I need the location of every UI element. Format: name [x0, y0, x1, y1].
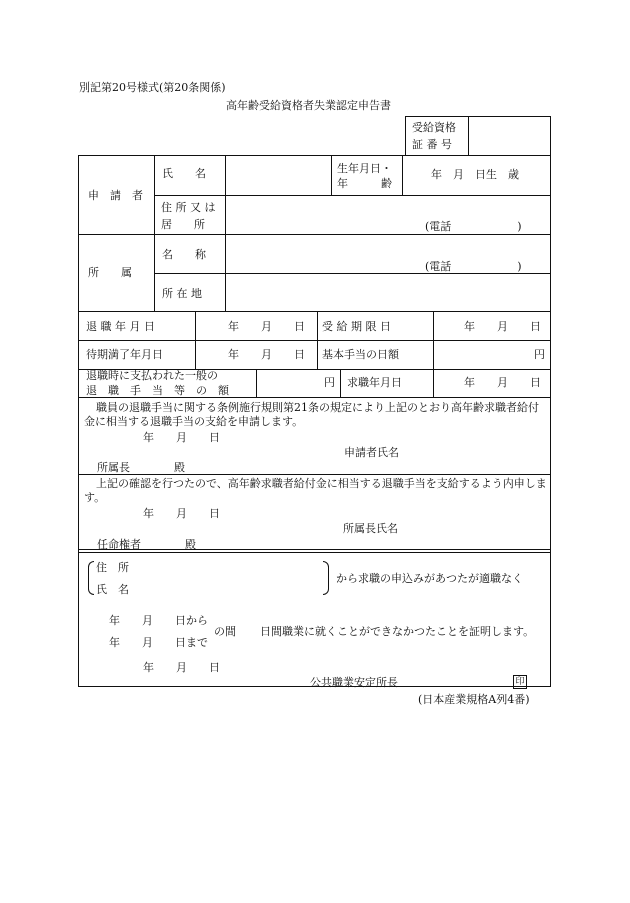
- job-search-divider: [433, 369, 434, 397]
- affiliation-section-label: 所 属: [88, 266, 132, 279]
- birth-label-right-divider: [402, 155, 403, 195]
- benefit-deadline-field[interactable]: 年 月 日: [464, 320, 541, 333]
- affiliation-section-bottom: [78, 311, 551, 312]
- application-section-bottom: [78, 474, 551, 475]
- job-application-text: から求職の申込みがあつたが適職なく: [336, 572, 523, 585]
- severance-label-line2: 退 職 手 当 等 の 額: [86, 384, 229, 397]
- seal-mark: 印: [513, 675, 527, 689]
- certificate-number-divider: [468, 116, 469, 156]
- birth-label-line1: 生年月日・: [337, 162, 392, 175]
- retirement-date-field[interactable]: 年 月 日: [228, 320, 305, 333]
- address-label-line2: 居 所: [161, 218, 205, 231]
- applicant-section-label: 申 請 者: [88, 189, 143, 202]
- severance-row-bottom: [78, 397, 551, 398]
- section-label-divider: [154, 155, 155, 311]
- confirmation-statement: 上記の確認を行つたので、高年齢求職者給付金に相当する退職手当を支給するよう内申します。: [84, 477, 547, 504]
- retirement-date-label: 退 職 年 月 日: [86, 320, 155, 333]
- birth-label-left-divider: [331, 155, 332, 195]
- form-reference: 別記第20号様式(第20条関係): [79, 81, 226, 94]
- confirmation-section-bottom-line2: [78, 552, 551, 553]
- confirmation-addressee: 任命権者 殿: [97, 538, 196, 551]
- head-signature-label: 所属長氏名: [343, 522, 398, 535]
- severance-amount-divider: [340, 369, 341, 397]
- severance-label-line1: 退職時に支払われた一般の: [86, 369, 218, 382]
- confirmation-date: 年 月 日: [143, 507, 220, 520]
- location-label: 所 在 地: [162, 287, 202, 300]
- certificate-number-label-line2: 証 番 号: [412, 138, 452, 151]
- basic-daily-allowance-unit: 円: [534, 348, 545, 361]
- employment-office-head-label: 公共職業安定所長: [310, 676, 398, 689]
- paper-standard-note: (日本産業規格A列4番): [418, 693, 530, 706]
- certification-name-label: 氏 名: [96, 583, 129, 596]
- address-label-line1: 住 所 又 は: [161, 201, 216, 214]
- applicant-signature-label: 申請者氏名: [344, 446, 399, 459]
- birth-label-line2: 年 齢: [337, 177, 392, 190]
- application-date: 年 月 日: [143, 431, 220, 444]
- period-to-label: 年 月 日まで: [109, 636, 208, 649]
- applicant-row-divider: [154, 195, 551, 196]
- basic-daily-allowance-label: 基本手当の日額: [322, 348, 399, 361]
- job-search-date-label: 求職年月日: [347, 376, 402, 389]
- severance-amount-unit: 円: [324, 376, 335, 389]
- applicant-section-bottom: [78, 234, 551, 235]
- severance-label-divider: [256, 369, 257, 397]
- name-label: 氏 名: [162, 167, 206, 180]
- retirement-row-bottom: [78, 340, 551, 341]
- certification-address-label: 住 所: [96, 561, 129, 574]
- waiting-period-end-field[interactable]: 年 月 日: [228, 348, 305, 361]
- benefit-deadline-label: 受 給 期 限 日: [322, 320, 391, 333]
- field-label-divider: [225, 155, 226, 311]
- waiting-period-end-label: 待期満了年月日: [86, 348, 163, 361]
- certificate-number-label-line1: 受給資格: [412, 121, 456, 134]
- application-statement: 職員の退職手当に関する条例施行規則第21条の規定により上記のとおり高年齢求職者給付金に相当する退職手当の支給を申請します。: [84, 401, 539, 428]
- affiliation-row-divider: [154, 273, 551, 274]
- form-title: 高年齢受給資格者失業認定申告書: [226, 99, 391, 112]
- right-bracket: [323, 561, 329, 595]
- organization-phone-label: (電話 ): [425, 260, 522, 273]
- certification-date: 年 月 日: [143, 661, 220, 674]
- days-certification-text: 日間職業に就くことができなかつたことを証明します。: [260, 625, 535, 638]
- application-addressee: 所属長 殿: [97, 461, 185, 474]
- period-between-label: の間: [214, 625, 236, 638]
- birth-date-age-field[interactable]: 年 月 日生 歳: [431, 168, 519, 181]
- applicant-phone-label: (電話 ): [425, 220, 522, 233]
- organization-name-label: 名 称: [162, 248, 206, 261]
- job-search-date-field[interactable]: 年 月 日: [464, 376, 541, 389]
- left-bracket: [88, 561, 94, 595]
- period-from-label: 年 月 日から: [109, 614, 208, 627]
- confirmation-section-bottom-line1: [78, 549, 551, 550]
